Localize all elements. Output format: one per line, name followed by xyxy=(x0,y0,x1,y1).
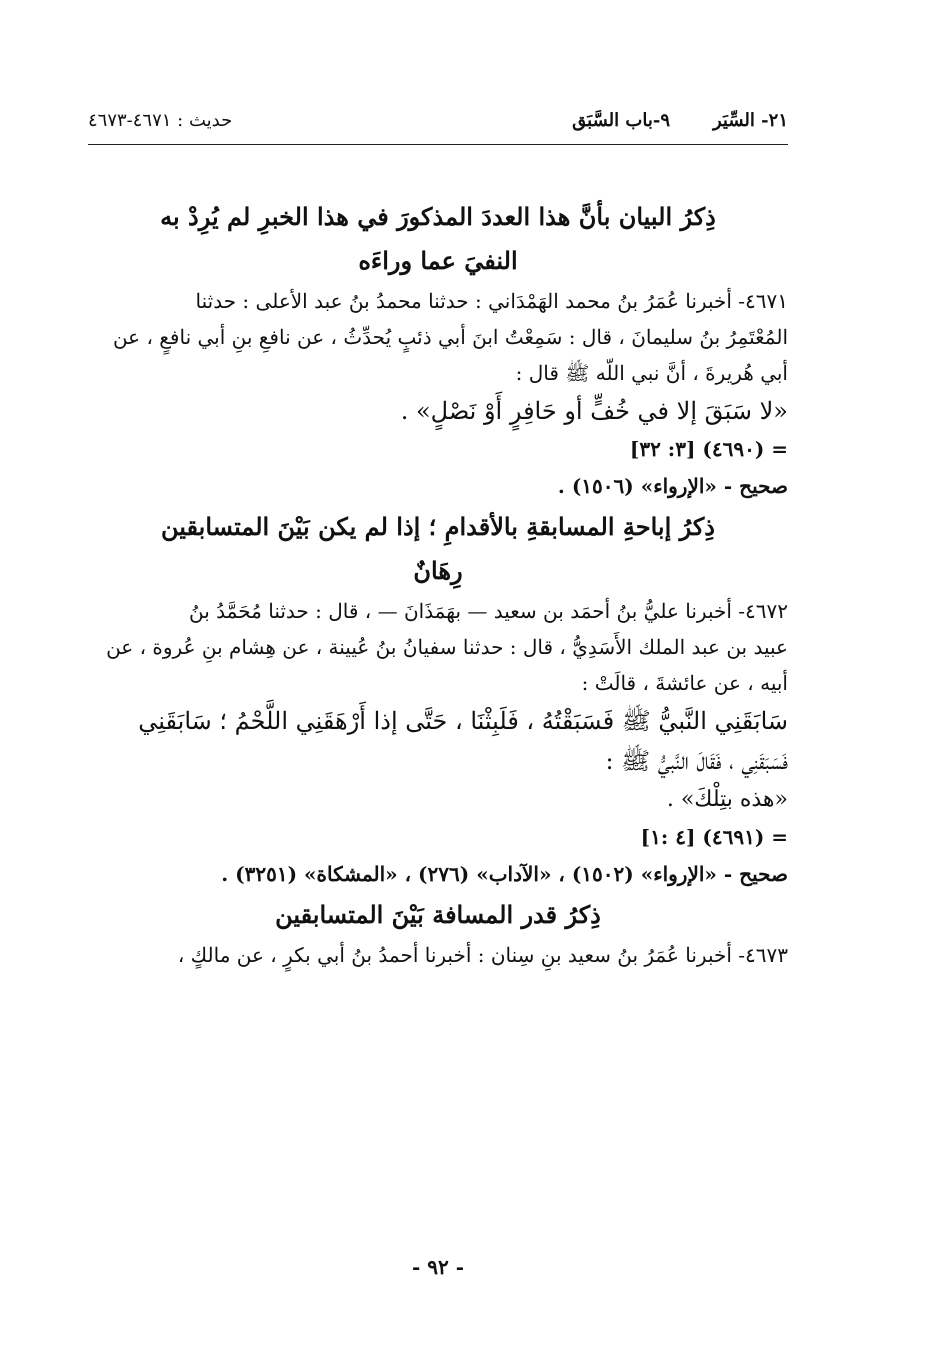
hadith-4673-line-1: ٤٦٧٣- أخبرنا عُمَرُ بنُ سعيد بنِ سِنان : أخبرنا أحمدُ بنُ أبي بكرٍ ، عن مالكٍ ، xyxy=(177,943,788,967)
header-hadith-range: حديث : ٤٦٧١-٤٦٧٣ xyxy=(88,110,233,131)
section-title-3: ذِكرُ قدر المسافة بَيْنَ المتسابقين xyxy=(275,900,601,929)
section-title-2-line-1: ذِكرُ إباحةِ المسابقةِ بالأقدامِ ؛ إذا لم يكن بَيْنَ المتسابقين xyxy=(161,512,715,541)
section-title-2-line-2: رِهَانٌ xyxy=(413,556,463,585)
header-book-title: ٢١- السِّيَر xyxy=(713,110,788,131)
hadith-4671-line-1: ٤٦٧١- أخبرنا عُمَرُ بنُ محمد الهَمْدَاني : حدثنا محمدُ بنُ عبد الأعلى : حدثنا xyxy=(195,289,788,313)
section-title-1-line-1: ذِكرُ البيان بأنَّ هذا العددَ المذكورَ في هذا الخبرِ لم يُرِدْ به xyxy=(160,202,716,231)
hadith-4671-grade: صحيح - «الإرواء» (١٥٠٦) . xyxy=(557,474,788,498)
hadith-4672-quote-line-3: «هذه بتِلْكَ» . xyxy=(666,787,788,812)
hadith-4672-line-2: عبيد بن عبد الملك الأَسَدِيُّ ، قال : حدثنا سفيانُ بنُ عُيينة ، عن هِشام بنِ عُروة ، عن xyxy=(106,635,788,659)
hadith-4672-quote-line-2: فَسَبَقَنِي ، فَقَالَ النَّبيُّ ﷺ : xyxy=(605,747,788,775)
hadith-4671-quote: «لا سَبَقَ إلا في خُفٍّ أو حَافِرٍ أَوْ نَصْلٍ» . xyxy=(400,397,788,425)
hadith-4672-line-1: ٤٦٧٢- أخبرنا عليُّ بنُ أحمَد بن سعيد — بهَمَذَانَ — ، قال : حدثنا مُحَمَّدُ بنُ xyxy=(189,599,788,623)
section-title-1-line-2: النفيَ عما وراءَه xyxy=(358,246,518,275)
header-chapter-title: ٩-باب السَّبَق xyxy=(572,110,670,131)
hadith-4672-quote-line-1: سَابَقَنِي النَّبيُّ ﷺ فَسَبَقْتُهُ ، فَلَبِثْنَا ، حَتَّى إذا أَرْهَقَنِي اللَّحْمُ ؛ سَابَقَنِي xyxy=(138,707,788,735)
hadith-4671-reference: = (٤٦٩٠) [٣: ٣٢] xyxy=(629,437,788,461)
page-number: - ٩٢ - xyxy=(411,1255,464,1279)
hadith-4671-line-3: أبي هُريرةَ ، أنَّ نبي اللّه ﷺ قال : xyxy=(515,361,788,385)
hadith-4672-grade: صحيح - «الإرواء» (١٥٠٢) ، «الآداب» (٢٧٦) ، «المشكاة» (٣٢٥١) . xyxy=(221,862,788,886)
running-header xyxy=(88,100,788,145)
hadith-4671-line-2: المُعْتَمِرُ بنُ سليمانَ ، قال : سَمِعْتُ ابنَ أبي ذئبٍ يُحدِّثُ ، عن نافعِ بنِ أبي نافعٍ ، عن xyxy=(112,325,788,349)
hadith-4672-line-3: أبيه ، عن عائشةَ ، قالَتْ : xyxy=(581,671,788,695)
book-page xyxy=(88,100,788,1300)
hadith-4672-reference: = (٤٦٩١) [٤ :١] xyxy=(640,825,788,849)
